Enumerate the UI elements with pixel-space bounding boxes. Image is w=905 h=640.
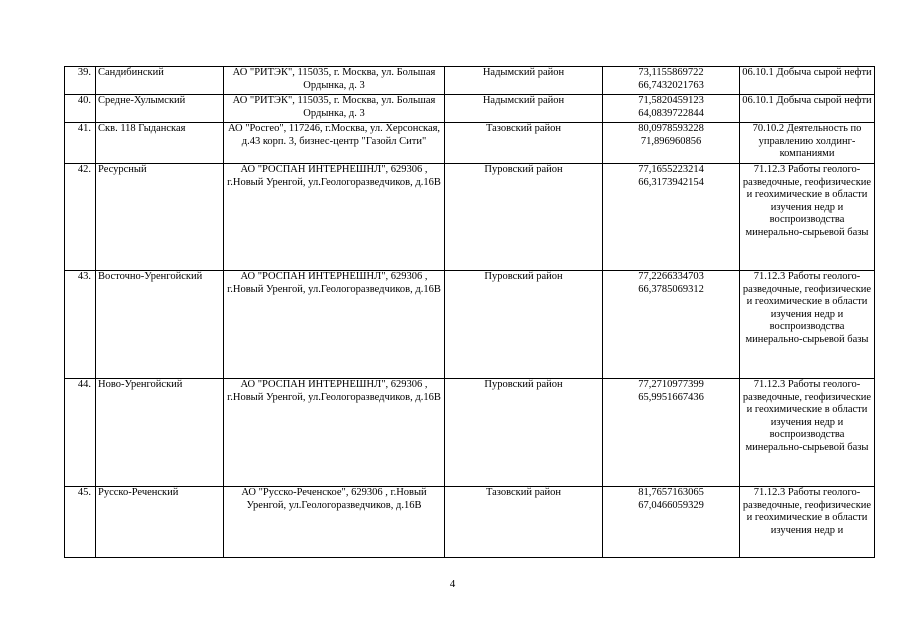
owner-cell: АО "РИТЭК", 115035, г. Москва, ул. Большая Ордынка, д. 3 [224,95,445,123]
coordinate-1: 80,0978593228 [638,123,704,134]
owner-cell: АО "РОСПАН ИНТЕРНЕШНЛ", 629306 , г.Новый Уренгой, ул.Геологоразведчиков, д.16В [224,271,445,379]
owner-cell: АО "РОСПАН ИНТЕРНЕШНЛ", 629306 , г.Новый Уренгой, ул.Геологоразведчиков, д.16В [224,379,445,487]
coordinates-cell [603,67,740,95]
field-name: Русско-Реченский [96,487,224,558]
owner-cell: АО "Русско-Реченское", 629306 , г.Новый Уренгой, ул.Геологоразведчиков, д.16В [224,487,445,558]
coordinate-1: 71,5820459123 [638,95,704,106]
table-row [65,95,875,123]
field-name: Скв. 118 Гыданская [96,123,224,164]
field-name: Средне-Хулымский [96,95,224,123]
district-cell: Тазовский район [445,487,603,558]
district-cell: Надымский район [445,95,603,123]
row-number: 39. [65,67,96,95]
coordinates-cell [603,123,740,164]
activity-cell: 71.12.3 Работы геолого-разведочные, геофизические и геохимические в области изучения недр и воспроизводства минерально-сырьевой базы [740,271,875,379]
license-table [64,66,875,558]
coordinates-cell [603,379,740,487]
page-number: 4 [449,578,456,590]
coordinate-1: 77,2710977399 [638,379,704,390]
coordinates-cell [603,95,740,123]
coordinate-2: 64,0839722844 [638,107,704,119]
row-number: 44. [65,379,96,487]
owner-cell: АО "Росгео", 117246, г.Москва, ул. Херсонская, д.43 корп. 3, бизнес-центр "Газойл Сити" [224,123,445,164]
row-number: 40. [65,95,96,123]
coordinate-2: 66,3173942154 [638,176,704,188]
field-name: Восточно-Уренгойский [96,271,224,379]
coordinates-cell [603,271,740,379]
table-row [65,67,875,95]
field-name: Сандибинский [96,67,224,95]
district-cell: Надымский район [445,67,603,95]
district-cell: Пуровский район [445,271,603,379]
activity-cell: 71.12.3 Работы геолого-разведочные, геофизические и геохимические в области изучения недр и [740,487,875,558]
activity-cell: 70.10.2 Деятельность по управлению холдинг-компаниями [740,123,875,164]
coordinate-2: 66,7432021763 [638,79,704,91]
coordinate-2: 66,3785069312 [638,283,704,295]
row-number: 45. [65,487,96,558]
field-name: Ново-Уренгойский [96,379,224,487]
coordinates-cell [603,164,740,271]
coordinate-2: 65,9951667436 [638,391,704,403]
coordinate-2: 71,896960856 [640,135,702,147]
district-cell: Тазовский район [445,123,603,164]
row-number: 41. [65,123,96,164]
activity-cell: 71.12.3 Работы геолого-разведочные, геофизические и геохимические в области изучения недр и воспроизводства минерально-сырьевой базы [740,379,875,487]
coordinates-cell [603,487,740,558]
table-row [65,379,875,487]
activity-cell: 06.10.1 Добыча сырой нефти [740,95,875,123]
coordinate-1: 77,1655223214 [638,164,704,175]
table-row [65,271,875,379]
coordinate-1: 81,7657163065 [638,487,704,498]
owner-cell: АО "РОСПАН ИНТЕРНЕШНЛ", 629306 , г.Новый Уренгой, ул.Геологоразведчиков, д.16В [224,164,445,271]
owner-cell: АО "РИТЭК", 115035, г. Москва, ул. Большая Ордынка, д. 3 [224,67,445,95]
district-cell: Пуровский район [445,379,603,487]
row-number: 43. [65,271,96,379]
table-row [65,164,875,271]
coordinate-2: 67,0466059329 [638,499,704,511]
row-number: 42. [65,164,96,271]
coordinate-1: 77,2266334703 [638,271,704,282]
coordinate-1: 73,1155869722 [638,67,704,78]
district-cell: Пуровский район [445,164,603,271]
table-row [65,487,875,558]
field-name: Ресурсный [96,164,224,271]
table-row [65,123,875,164]
activity-cell: 06.10.1 Добыча сырой нефти [740,67,875,95]
activity-cell: 71.12.3 Работы геолого-разведочные, геофизические и геохимические в области изучения недр и воспроизводства минерально-сырьевой базы [740,164,875,271]
